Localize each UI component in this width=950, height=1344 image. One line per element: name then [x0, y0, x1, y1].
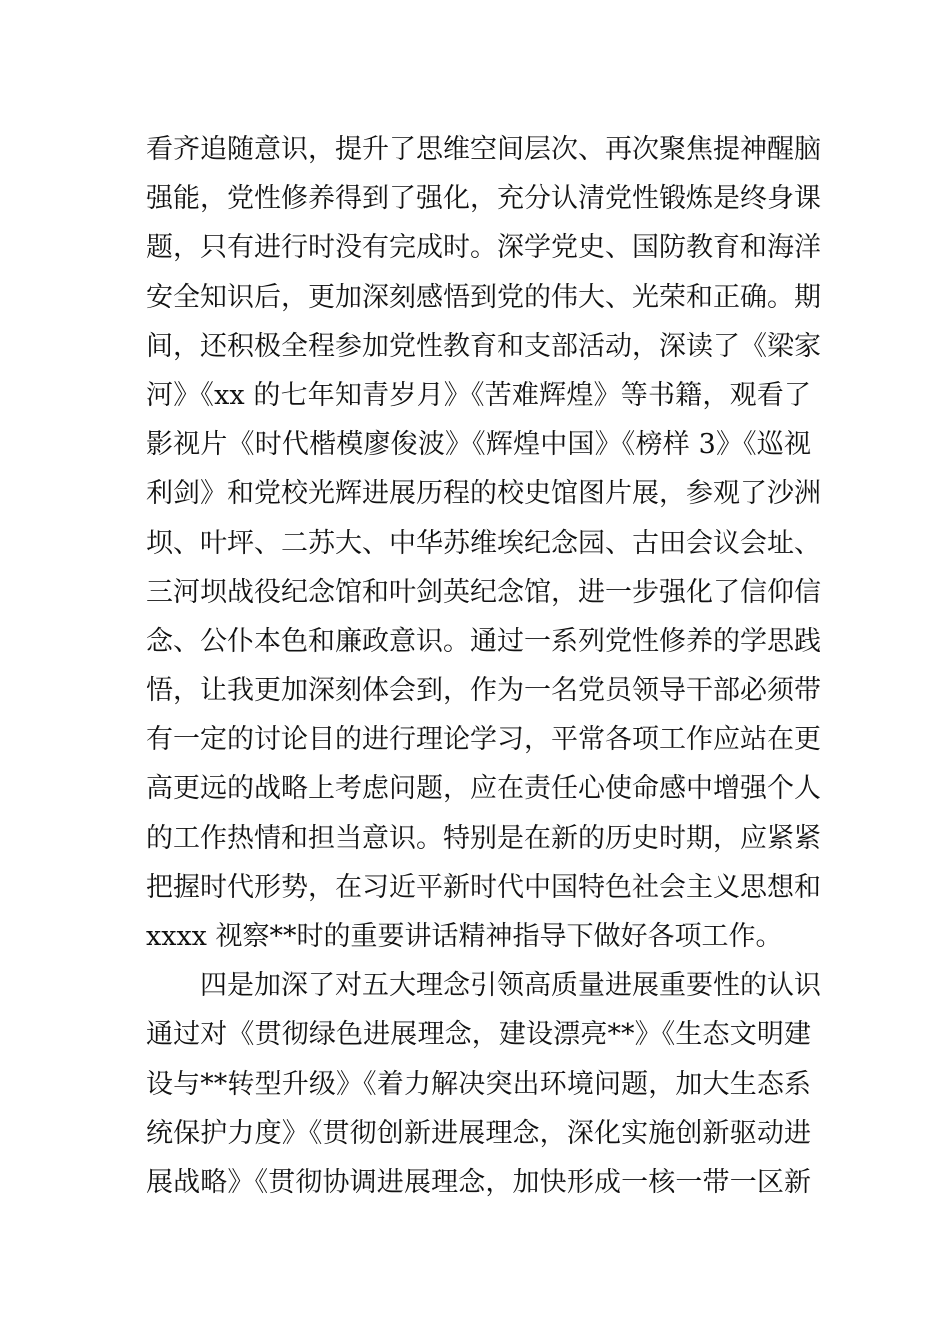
- text-line: 看齐追随意识，提升了思维空间层次、再次聚焦提神醒脑: [146, 134, 821, 165]
- text-line: 河》《xx 的七年知青岁月》《苦难辉煌》等书籍，观看了: [146, 379, 811, 411]
- text-line: 高更远的战略上考虑问题，应在责任心使命感中增强个人: [146, 773, 821, 805]
- text-line: 通过对《贯彻绿色进展理念，建设漂亮**》《生态文明建: [146, 1019, 811, 1051]
- text-line: xxxx 视察**时的重要讲话精神指导下做好各项工作。: [146, 921, 783, 952]
- text-line: 设与**转型升级》《着力解决突出环境问题，加大生态系: [146, 1068, 811, 1100]
- text-line: 安全知识后，更加深刻感悟到党的伟大、光荣和正确。期: [146, 281, 821, 313]
- text-line: 念、公仆本色和廉政意识。通过一系列党性修养的学思践: [146, 625, 821, 657]
- text-line: 的工作热情和担当意识。特别是在新的历史时期，应紧紧: [146, 822, 821, 854]
- text-line: 把握时代形势，在习近平新时代中国特色社会主义思想和: [146, 871, 821, 903]
- text-line: 影视片《时代楷模廖俊波》《辉煌中国》《榜样 3》《巡视: [146, 429, 811, 461]
- text-line: 统保护力度》《贯彻创新进展理念，深化实施创新驱动进: [146, 1117, 811, 1149]
- text-line: 三河坝战役纪念馆和叶剑英纪念馆，进一步强化了信仰信: [146, 576, 821, 608]
- text-line: 间，还积极全程参加党性教育和支部活动，深读了《梁家: [146, 330, 821, 362]
- text-line: 题，只有进行时没有完成时。深学党史、国防教育和海洋: [146, 232, 821, 264]
- text-line: 利剑》和党校光辉进展历程的校史馆图片展，参观了沙洲: [146, 478, 821, 510]
- text-line: 坝、叶坪、二苏大、中华苏维埃纪念园、古田会议会址、: [146, 527, 821, 559]
- text-line: 有一定的讨论目的进行理论学习，平常各项工作应站在更: [146, 724, 821, 756]
- text-line: 展战略》《贯彻协调进展理念，加快形成一核一带一区新: [146, 1166, 811, 1198]
- body-text: [146, 125, 821, 1207]
- text-line: 强能，党性修养得到了强化，充分认清党性锻炼是终身课: [146, 183, 821, 215]
- paragraph-start-line: 四是加深了对五大理念引领高质量进展重要性的认识: [146, 970, 821, 1002]
- text-line: 悟，让我更加深刻体会到，作为一名党员领导干部必须带: [146, 675, 821, 707]
